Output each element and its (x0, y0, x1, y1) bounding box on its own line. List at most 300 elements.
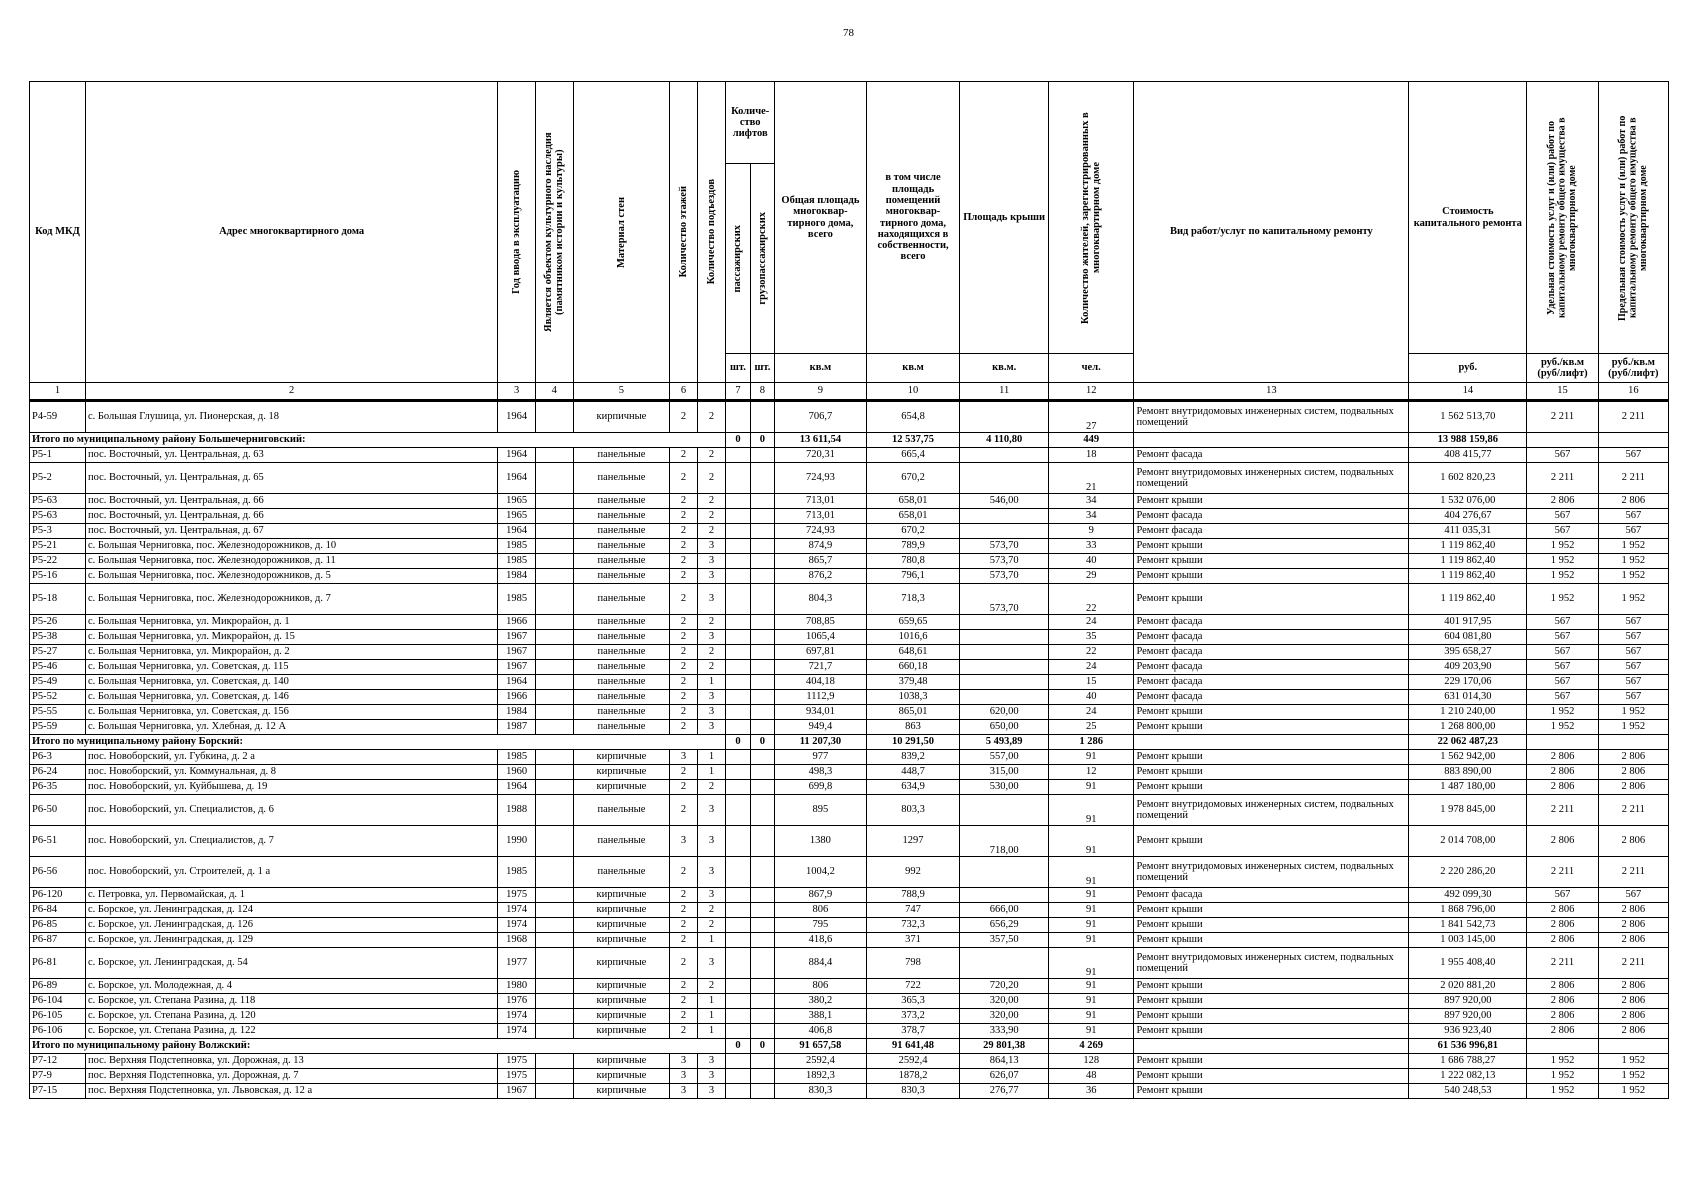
cell-cost: 408 415,77 (1409, 448, 1527, 463)
cell-entrances: 2 (697, 401, 726, 433)
cell-residents: 29 (1048, 569, 1134, 584)
table-row (30, 584, 1669, 615)
cell-residents: 91 (1048, 948, 1134, 979)
cell-wall: панельные (573, 539, 670, 554)
column-number: 4 (535, 383, 573, 401)
subtotal-cost: 13 988 159,86 (1409, 433, 1527, 448)
cell-floors: 2 (670, 1024, 697, 1039)
cell-wall: панельные (573, 857, 670, 888)
cell-residents: 22 (1048, 645, 1134, 660)
cell-residents: 91 (1048, 826, 1134, 857)
cell-year: 1965 (498, 509, 536, 524)
cell-owned-area: 660,18 (866, 660, 960, 675)
cell-lifts-cargo (750, 645, 774, 660)
cell-max-cost: 2 806 (1598, 750, 1668, 765)
cell-heritage (535, 630, 573, 645)
cell-work-type: Ремонт крыши (1134, 705, 1409, 720)
cell-address: с. Большая Черниговка, ул. Хлебная, д. 12 А (85, 720, 497, 735)
header-entrances: Количество подъездов (697, 82, 726, 383)
cell-code: Р5-38 (30, 630, 86, 645)
cell-max-cost: 567 (1598, 630, 1668, 645)
cell-residents: 91 (1048, 994, 1134, 1009)
column-number: 7 (726, 383, 750, 401)
cell-code: Р6-24 (30, 765, 86, 780)
unit-lifts-pass: шт. (726, 354, 750, 383)
cell-entrances: 3 (697, 539, 726, 554)
cell-residents: 35 (1048, 630, 1134, 645)
cell-lifts-pass (726, 690, 750, 705)
table-row (30, 448, 1669, 463)
cell-owned-area: 670,2 (866, 463, 960, 494)
subtotal-owned-area: 10 291,50 (866, 735, 960, 750)
cell-total-area: 795 (775, 918, 867, 933)
table-row (30, 903, 1669, 918)
cell-year: 1985 (498, 554, 536, 569)
cell-address: с. Большая Глушица, ул. Пионерская, д. 18 (85, 401, 497, 433)
cell-year: 1967 (498, 630, 536, 645)
table-body (30, 401, 1669, 1099)
cell-residents: 91 (1048, 903, 1134, 918)
cell-roof-area: 720,20 (960, 979, 1049, 994)
cell-lifts-cargo (750, 630, 774, 645)
cell-address: с. Большая Черниговка, пос. Железнодорожников, д. 10 (85, 539, 497, 554)
cell-total-area: 874,9 (775, 539, 867, 554)
cell-lifts-cargo (750, 569, 774, 584)
cell-address: пос. Верхняя Подстепновка, ул. Дорожная, д. 7 (85, 1069, 497, 1084)
cell-lifts-cargo (750, 888, 774, 903)
cell-roof-area: 573,70 (960, 584, 1049, 615)
cell-wall: панельные (573, 524, 670, 539)
cell-work-type: Ремонт крыши (1134, 1084, 1409, 1099)
cell-code: Р6-35 (30, 780, 86, 795)
cell-unit-cost: 2 211 (1527, 948, 1598, 979)
cell-work-type: Ремонт внутридомовых инженерных систем, подвальных помещений (1134, 795, 1409, 826)
cell-wall: кирпичные (573, 765, 670, 780)
cell-roof-area: 276,77 (960, 1084, 1049, 1099)
cell-floors: 2 (670, 690, 697, 705)
subtotal-total-area: 11 207,30 (775, 735, 867, 750)
cell-floors: 2 (670, 463, 697, 494)
cell-work-type: Ремонт внутридомовых инженерных систем, подвальных помещений (1134, 857, 1409, 888)
cell-wall: панельные (573, 675, 670, 690)
cell-code: Р5-1 (30, 448, 86, 463)
cell-roof-area: 666,00 (960, 903, 1049, 918)
cell-address: с. Большая Черниговка, ул. Советская, д. 115 (85, 660, 497, 675)
cell-roof-area (960, 795, 1049, 826)
cell-lifts-pass (726, 630, 750, 645)
cell-wall: кирпичные (573, 1054, 670, 1069)
cell-floors: 2 (670, 857, 697, 888)
cell-entrances: 2 (697, 494, 726, 509)
cell-total-area: 1892,3 (775, 1069, 867, 1084)
cell-lifts-cargo (750, 494, 774, 509)
cell-total-area: 724,93 (775, 524, 867, 539)
cell-total-area: 388,1 (775, 1009, 867, 1024)
cell-work-type: Ремонт внутридомовых инженерных систем, подвальных помещений (1134, 948, 1409, 979)
cell-floors: 2 (670, 554, 697, 569)
header-code: Код МКД (30, 82, 86, 383)
cell-residents: 15 (1048, 675, 1134, 690)
header-lifts-pass: пассажирских (726, 164, 750, 354)
cell-year: 1967 (498, 645, 536, 660)
header-max-cost: Предельная стоимость услуг и (или) работ по капитальному ремонту общего имущества в многоквартирном доме (1598, 82, 1668, 354)
table-row (30, 524, 1669, 539)
cell-code: Р6-89 (30, 979, 86, 994)
cell-lifts-pass (726, 675, 750, 690)
cell-max-cost: 567 (1598, 690, 1668, 705)
cell-total-area: 1380 (775, 826, 867, 857)
cell-wall: кирпичные (573, 948, 670, 979)
column-number: 9 (775, 383, 867, 401)
cell-lifts-cargo (750, 979, 774, 994)
cell-cost: 1 119 862,40 (1409, 554, 1527, 569)
cell-lifts-cargo (750, 1024, 774, 1039)
cell-owned-area: 670,2 (866, 524, 960, 539)
cell-code: Р5-22 (30, 554, 86, 569)
cell-entrances: 1 (697, 765, 726, 780)
cell-total-area: 830,3 (775, 1084, 867, 1099)
cell-total-area: 865,7 (775, 554, 867, 569)
cell-owned-area: 722 (866, 979, 960, 994)
cell-year: 1964 (498, 524, 536, 539)
table-row (30, 933, 1669, 948)
cell-lifts-pass (726, 660, 750, 675)
cell-owned-area: 378,7 (866, 1024, 960, 1039)
cell-cost: 1 268 800,00 (1409, 720, 1527, 735)
cell-lifts-cargo (750, 584, 774, 615)
cell-floors: 2 (670, 918, 697, 933)
cell-code: Р6-85 (30, 918, 86, 933)
cell-roof-area: 573,70 (960, 539, 1049, 554)
cell-year: 1967 (498, 1084, 536, 1099)
cell-lifts-cargo (750, 765, 774, 780)
cell-roof-area: 626,07 (960, 1069, 1049, 1084)
cell-cost: 229 170,06 (1409, 675, 1527, 690)
cell-wall: кирпичные (573, 888, 670, 903)
cell-wall: панельные (573, 645, 670, 660)
page-number: 78 (843, 27, 854, 39)
cell-residents: 9 (1048, 524, 1134, 539)
table-row (30, 690, 1669, 705)
cell-year: 1980 (498, 979, 536, 994)
cell-address: с. Большая Черниговка, ул. Микрорайон, д. 15 (85, 630, 497, 645)
cell-floors: 2 (670, 933, 697, 948)
cell-work-type: Ремонт крыши (1134, 933, 1409, 948)
cell-unit-cost: 1 952 (1527, 1069, 1598, 1084)
cell-owned-area: 365,3 (866, 994, 960, 1009)
cell-max-cost: 1 952 (1598, 569, 1668, 584)
cell-lifts-pass (726, 584, 750, 615)
cell-cost: 1 532 076,00 (1409, 494, 1527, 509)
cell-work-type: Ремонт фасада (1134, 888, 1409, 903)
cell-floors: 2 (670, 660, 697, 675)
cell-residents: 91 (1048, 979, 1134, 994)
cell-unit-cost: 2 806 (1527, 750, 1598, 765)
cell-address: с. Большая Черниговка, пос. Железнодорожников, д. 5 (85, 569, 497, 584)
cell-total-area: 1004,2 (775, 857, 867, 888)
cell-roof-area: 573,70 (960, 569, 1049, 584)
table-row (30, 750, 1669, 765)
cell-wall: панельные (573, 463, 670, 494)
cell-lifts-cargo (750, 903, 774, 918)
cell-code: Р6-51 (30, 826, 86, 857)
cell-lifts-pass (726, 795, 750, 826)
cell-work-type: Ремонт крыши (1134, 979, 1409, 994)
table-row (30, 539, 1669, 554)
cell-year: 1964 (498, 780, 536, 795)
cell-work-type: Ремонт крыши (1134, 1069, 1409, 1084)
cell-cost: 2 014 708,00 (1409, 826, 1527, 857)
cell-unit-cost: 567 (1527, 615, 1598, 630)
cell-entrances: 1 (697, 994, 726, 1009)
cell-floors: 2 (670, 615, 697, 630)
subtotal-label: Итого по муниципальному району Волжский: (30, 1039, 726, 1054)
cell-entrances: 3 (697, 948, 726, 979)
cell-code: Р5-16 (30, 569, 86, 584)
cell-heritage (535, 660, 573, 675)
cell-heritage (535, 918, 573, 933)
cell-address: с. Большая Черниговка, ул. Микрорайон, д. 1 (85, 615, 497, 630)
cell-total-area: 867,9 (775, 888, 867, 903)
cell-floors: 2 (670, 524, 697, 539)
subtotal-work-empty (1134, 1039, 1409, 1054)
cell-work-type: Ремонт крыши (1134, 720, 1409, 735)
cell-address: с. Борское, ул. Ленинградская, д. 124 (85, 903, 497, 918)
cell-roof-area (960, 645, 1049, 660)
cell-floors: 2 (670, 903, 697, 918)
cell-lifts-pass (726, 705, 750, 720)
cell-lifts-cargo (750, 780, 774, 795)
cell-owned-area: 371 (866, 933, 960, 948)
subtotal-total-area: 91 657,58 (775, 1039, 867, 1054)
cell-total-area: 708,85 (775, 615, 867, 630)
cell-unit-cost: 567 (1527, 660, 1598, 675)
cell-cost: 1 119 862,40 (1409, 584, 1527, 615)
subtotal-lifts-pass: 0 (726, 735, 750, 750)
cell-address: с. Борское, ул. Молодежная, д. 4 (85, 979, 497, 994)
cell-roof-area: 620,00 (960, 705, 1049, 720)
unit-total-area: кв.м (775, 354, 867, 383)
cell-cost: 1 119 862,40 (1409, 569, 1527, 584)
cell-lifts-pass (726, 979, 750, 994)
cell-lifts-pass (726, 645, 750, 660)
unit-max-cost: руб./кв.м (руб/лифт) (1598, 354, 1668, 383)
cell-year: 1966 (498, 690, 536, 705)
cell-code: Р6-104 (30, 994, 86, 1009)
subtotal-max-empty (1598, 433, 1668, 448)
cell-code: Р5-26 (30, 615, 86, 630)
cell-entrances: 3 (697, 1069, 726, 1084)
cell-lifts-cargo (750, 524, 774, 539)
cell-total-area: 806 (775, 979, 867, 994)
cell-lifts-cargo (750, 448, 774, 463)
cell-heritage (535, 554, 573, 569)
cell-work-type: Ремонт фасада (1134, 690, 1409, 705)
cell-address: пос. Верхняя Подстепновка, ул. Дорожная, д. 13 (85, 1054, 497, 1069)
cell-wall: панельные (573, 826, 670, 857)
cell-unit-cost: 1 952 (1527, 1054, 1598, 1069)
cell-total-area: 697,81 (775, 645, 867, 660)
cell-heritage (535, 539, 573, 554)
cell-work-type: Ремонт фасада (1134, 645, 1409, 660)
cell-max-cost: 2 806 (1598, 494, 1668, 509)
cell-total-area: 804,3 (775, 584, 867, 615)
cell-lifts-cargo (750, 1009, 774, 1024)
cell-residents: 40 (1048, 690, 1134, 705)
cell-total-area: 404,18 (775, 675, 867, 690)
cell-code: Р6-81 (30, 948, 86, 979)
cell-lifts-cargo (750, 675, 774, 690)
cell-total-area: 1112,9 (775, 690, 867, 705)
cell-cost: 395 658,27 (1409, 645, 1527, 660)
cell-total-area: 418,6 (775, 933, 867, 948)
cell-work-type: Ремонт крыши (1134, 826, 1409, 857)
cell-cost: 1 562 513,70 (1409, 401, 1527, 433)
cell-lifts-pass (726, 765, 750, 780)
cell-unit-cost: 2 806 (1527, 1009, 1598, 1024)
cell-heritage (535, 780, 573, 795)
cell-roof-area: 650,00 (960, 720, 1049, 735)
cell-floors: 2 (670, 494, 697, 509)
column-number (697, 383, 726, 401)
cell-work-type: Ремонт крыши (1134, 750, 1409, 765)
column-number: 11 (960, 383, 1049, 401)
cell-entrances: 3 (697, 554, 726, 569)
cell-cost: 1 487 180,00 (1409, 780, 1527, 795)
cell-heritage (535, 645, 573, 660)
cell-address: с. Большая Черниговка, ул. Советская, д. 146 (85, 690, 497, 705)
cell-heritage (535, 584, 573, 615)
cell-wall: панельные (573, 705, 670, 720)
cell-year: 1968 (498, 933, 536, 948)
cell-wall: панельные (573, 448, 670, 463)
table-row (30, 660, 1669, 675)
subtotal-row (30, 433, 1669, 448)
header-owned-area: в том числе площадь помещений многоквар-тирного дома, находящихся в собственности, всего (866, 82, 960, 354)
table-row (30, 615, 1669, 630)
cell-entrances: 2 (697, 615, 726, 630)
cell-owned-area: 373,2 (866, 1009, 960, 1024)
cell-lifts-pass (726, 1054, 750, 1069)
cell-floors: 2 (670, 888, 697, 903)
table-row (30, 857, 1669, 888)
cell-heritage (535, 448, 573, 463)
cell-lifts-pass (726, 903, 750, 918)
cell-heritage (535, 1024, 573, 1039)
column-number: 6 (670, 383, 697, 401)
cell-year: 1965 (498, 494, 536, 509)
cell-work-type: Ремонт фасада (1134, 675, 1409, 690)
cell-work-type: Ремонт крыши (1134, 554, 1409, 569)
cell-entrances: 3 (697, 690, 726, 705)
cell-entrances: 3 (697, 1084, 726, 1099)
cell-year: 1975 (498, 1069, 536, 1084)
cell-roof-area (960, 948, 1049, 979)
subtotal-roof-area: 5 493,89 (960, 735, 1049, 750)
column-number: 8 (750, 383, 774, 401)
cell-entrances: 1 (697, 1009, 726, 1024)
cell-heritage (535, 750, 573, 765)
cell-unit-cost: 2 806 (1527, 765, 1598, 780)
cell-max-cost: 1 952 (1598, 554, 1668, 569)
cell-max-cost: 567 (1598, 675, 1668, 690)
cell-entrances: 3 (697, 1054, 726, 1069)
cell-roof-area: 357,50 (960, 933, 1049, 948)
cell-entrances: 2 (697, 509, 726, 524)
cell-owned-area: 634,9 (866, 780, 960, 795)
cell-total-area: 895 (775, 795, 867, 826)
cell-max-cost: 1 952 (1598, 1069, 1668, 1084)
cell-wall: кирпичные (573, 1024, 670, 1039)
cell-max-cost: 567 (1598, 524, 1668, 539)
cell-owned-area: 1878,2 (866, 1069, 960, 1084)
cell-year: 1985 (498, 584, 536, 615)
cell-lifts-pass (726, 1084, 750, 1099)
cell-max-cost: 2 211 (1598, 948, 1668, 979)
cell-residents: 24 (1048, 615, 1134, 630)
cell-residents: 91 (1048, 795, 1134, 826)
header-heritage: Является объектом культурного наследия (памятником истории и культуры) (535, 82, 573, 383)
cell-residents: 91 (1048, 1009, 1134, 1024)
cell-total-area: 721,7 (775, 660, 867, 675)
cell-code: Р5-49 (30, 675, 86, 690)
cell-code: Р5-59 (30, 720, 86, 735)
cell-lifts-cargo (750, 1054, 774, 1069)
cell-lifts-cargo (750, 826, 774, 857)
cell-entrances: 3 (697, 584, 726, 615)
cell-lifts-pass (726, 1069, 750, 1084)
table-row (30, 401, 1669, 433)
cell-residents: 91 (1048, 857, 1134, 888)
cell-work-type: Ремонт крыши (1134, 539, 1409, 554)
cell-entrances: 1 (697, 1024, 726, 1039)
cell-floors: 2 (670, 645, 697, 660)
cell-residents: 24 (1048, 660, 1134, 675)
cell-max-cost: 2 806 (1598, 1024, 1668, 1039)
cell-cost: 540 248,53 (1409, 1084, 1527, 1099)
cell-floors: 2 (670, 630, 697, 645)
cell-residents: 91 (1048, 780, 1134, 795)
cell-roof-area: 530,00 (960, 780, 1049, 795)
cell-owned-area: 830,3 (866, 1084, 960, 1099)
cell-roof-area (960, 615, 1049, 630)
subtotal-unit-empty (1527, 433, 1598, 448)
unit-unit-cost: руб./кв.м (руб/лифт) (1527, 354, 1598, 383)
cell-address: с. Борское, ул. Степана Разина, д. 118 (85, 994, 497, 1009)
table-row (30, 1084, 1669, 1099)
cell-year: 1984 (498, 569, 536, 584)
cell-work-type: Ремонт крыши (1134, 780, 1409, 795)
cell-residents: 33 (1048, 539, 1134, 554)
cell-year: 1967 (498, 660, 536, 675)
cell-wall: кирпичные (573, 903, 670, 918)
cell-address: с. Большая Черниговка, пос. Железнодорожников, д. 11 (85, 554, 497, 569)
cell-unit-cost: 2 806 (1527, 994, 1598, 1009)
cell-roof-area: 320,00 (960, 1009, 1049, 1024)
cell-roof-area (960, 401, 1049, 433)
subtotal-label: Итого по муниципальному району Большечерниговский: (30, 433, 726, 448)
cell-total-area: 876,2 (775, 569, 867, 584)
header-address: Адрес многоквартирного дома (85, 82, 497, 383)
header-total-area: Общая площадь многоквар-тирного дома, всего (775, 82, 867, 354)
cell-owned-area: 1038,3 (866, 690, 960, 705)
cell-heritage (535, 615, 573, 630)
subtotal-work-empty (1134, 735, 1409, 750)
cell-total-area: 806 (775, 903, 867, 918)
cell-unit-cost: 1 952 (1527, 584, 1598, 615)
table-row (30, 720, 1669, 735)
unit-cost: руб. (1409, 354, 1527, 383)
